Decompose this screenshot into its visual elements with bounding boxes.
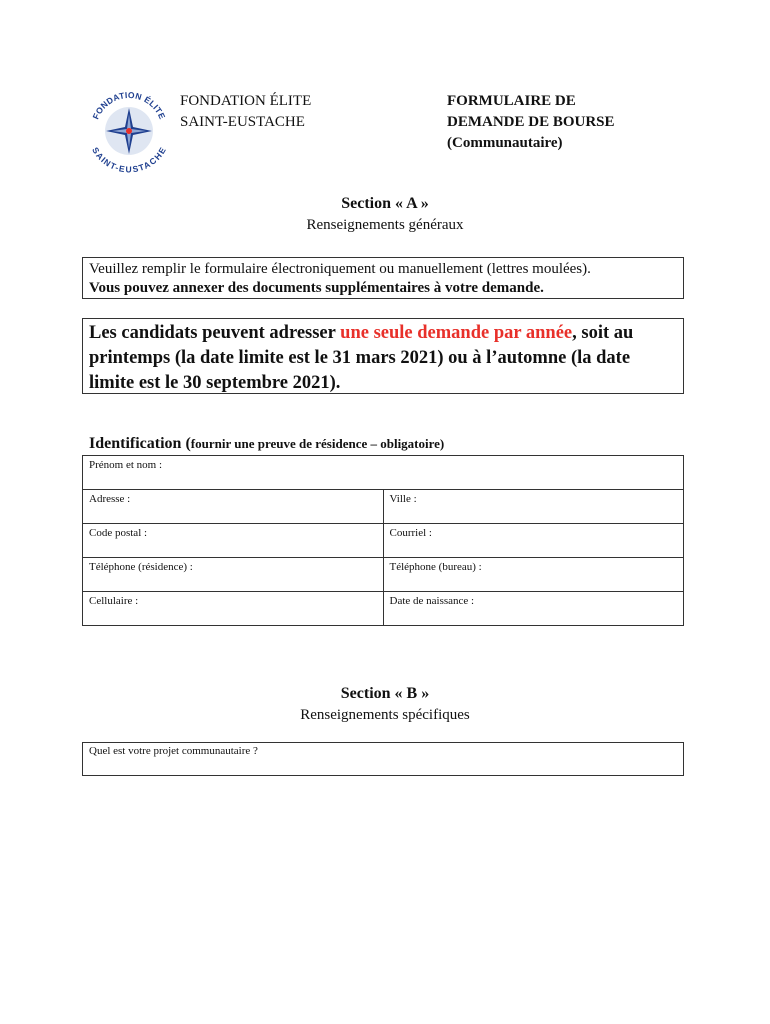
section-a-subtitle: Renseignements généraux bbox=[306, 217, 464, 233]
notice-box bbox=[82, 318, 684, 394]
instructions-box bbox=[82, 257, 684, 299]
logo-top-text: FONDATION ÉLITE bbox=[90, 89, 168, 121]
org-line-1: FONDATION ÉLITE bbox=[180, 93, 312, 109]
notice-highlight: une seule demande par année bbox=[340, 323, 573, 343]
form-title-line-2: DEMANDE DE BOURSE bbox=[447, 114, 615, 130]
identification-table bbox=[82, 455, 684, 626]
home-phone-field[interactable]: Téléphone (résidence) : bbox=[83, 558, 384, 592]
table-row bbox=[83, 558, 684, 592]
table-row bbox=[83, 490, 684, 524]
city-field[interactable]: Ville : bbox=[383, 490, 684, 524]
instruction-line-1: Veuillez remplir le formulaire électroniquement ou manuellement (lettres moulées). bbox=[89, 261, 591, 277]
section-a-title: Section « A » bbox=[341, 195, 429, 212]
form-title-line-1: FORMULAIRE DE bbox=[447, 93, 576, 109]
form-title bbox=[447, 91, 615, 154]
identification-heading bbox=[89, 435, 444, 453]
organization-name bbox=[180, 91, 311, 133]
address-field[interactable]: Adresse : bbox=[83, 490, 384, 524]
community-project-label: Quel est votre projet communautaire ? bbox=[89, 745, 258, 757]
full-name-field[interactable]: Prénom et nom : bbox=[83, 456, 684, 490]
identification-heading-note: fournir une preuve de résidence – obligatoire) bbox=[190, 436, 445, 451]
birth-date-field[interactable]: Date de naissance : bbox=[383, 592, 684, 626]
cell-phone-field[interactable]: Cellulaire : bbox=[83, 592, 384, 626]
logo-bottom-text: SAINT-EUSTACHE bbox=[90, 145, 168, 174]
postal-code-field[interactable]: Code postal : bbox=[83, 524, 384, 558]
community-project-field[interactable] bbox=[82, 742, 684, 776]
form-title-line-3: (Communautaire) bbox=[447, 135, 563, 151]
notice-text-start: Les candidats peuvent adresser bbox=[89, 323, 341, 343]
table-row bbox=[83, 456, 684, 490]
org-line-2: SAINT-EUSTACHE bbox=[180, 114, 305, 130]
work-phone-field[interactable]: Téléphone (bureau) : bbox=[383, 558, 684, 592]
instruction-line-2: Vous pouvez annexer des documents supplémentaires à votre demande. bbox=[89, 280, 544, 296]
table-row bbox=[83, 524, 684, 558]
section-b-title: Section « B » bbox=[340, 685, 430, 702]
section-b-subtitle: Renseignements spécifiques bbox=[300, 707, 470, 723]
email-field[interactable]: Courriel : bbox=[383, 524, 684, 558]
foundation-logo bbox=[86, 88, 172, 174]
identification-heading-main: Identification ( bbox=[89, 435, 191, 452]
notice-text-end: , soit au printemps (la date limite est le 31 mars 2021) ou à l’automne (la date limite est le 30 septembre 2021). bbox=[89, 323, 634, 393]
table-row bbox=[83, 592, 684, 626]
